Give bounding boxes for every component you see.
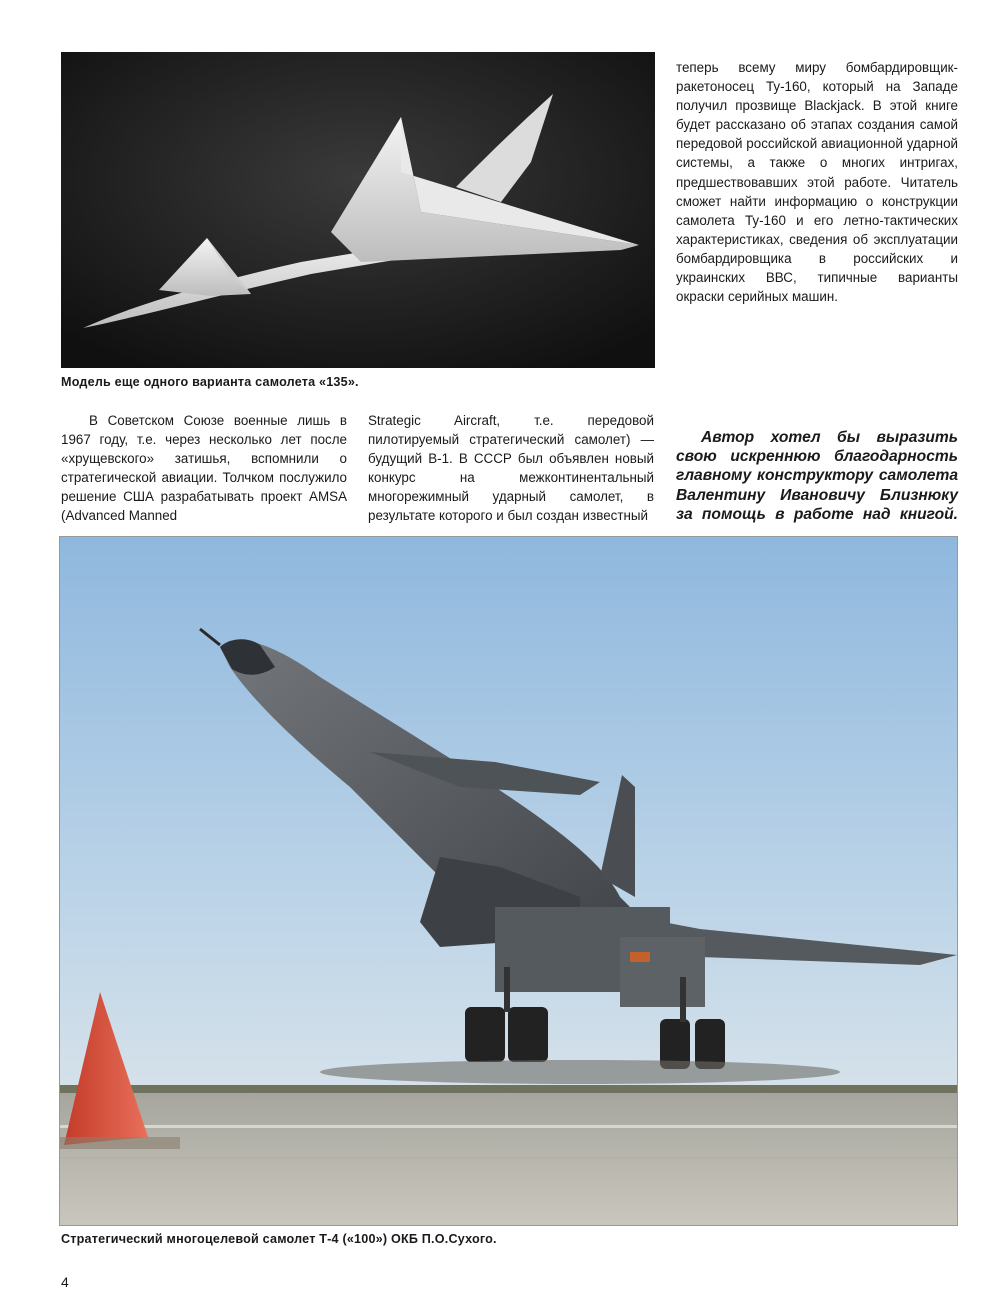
intro-text-continued: теперь всему миру бомбардировщик-ракетоносец Ту-160, который на Западе получил прозвище Blackjack. В этой книге будет рассказано об этапах создания самой передовой российской авиационной ударной системы, а также о многих интригах, предшествовавших этой работе. Читатель сможет найти информацию о конструкции самолета Ту-160 и его летно-тактических характеристиках, сведения об эксплуатации бомбардировщика в российских и украинских ВВС, типичные варианты окраски серийных машин. <box>676 60 958 305</box>
photo-caption: Стратегический многоцелевой самолет Т-4 («100») ОКБ П.О.Сухого. <box>61 1232 497 1246</box>
photo-model-135 <box>61 52 655 368</box>
body-text-column-2: Strategic Aircraft, т.е. передовой пилотируемый стратегический самолет) — будущий B-1. В СССР был объявлен новый конкурс на межконтинентальный многорежимный ударный самолет, в результате которого и был создан известный <box>368 413 654 524</box>
photo-caption: Модель еще одного варианта самолета «135». <box>61 375 359 389</box>
body-text-column-1: В Советском Союзе военные лишь в 1967 году, т.е. через несколько лет после «хрущевского» затишья, вспомнили о стратегической авиации. Толчком послужило решение США разрабатывать проект AMSA (Advanced Manned <box>61 413 347 524</box>
photo-t4-aircraft <box>59 536 958 1226</box>
ack-line: Автор хотел бы выразить <box>701 429 958 446</box>
ack-line: Валентину Ивановичу Близнюку <box>676 486 958 504</box>
page-number: 4 <box>61 1274 69 1290</box>
author-acknowledgement <box>676 428 958 524</box>
t4-aircraft-image <box>60 537 957 1225</box>
model-aircraft-image <box>61 52 655 368</box>
ack-line: за помощь в работе над книгой. <box>676 505 958 523</box>
ack-line: главному конструктору самолета <box>676 467 958 485</box>
ack-line: свою искреннюю благодарность <box>676 448 958 466</box>
